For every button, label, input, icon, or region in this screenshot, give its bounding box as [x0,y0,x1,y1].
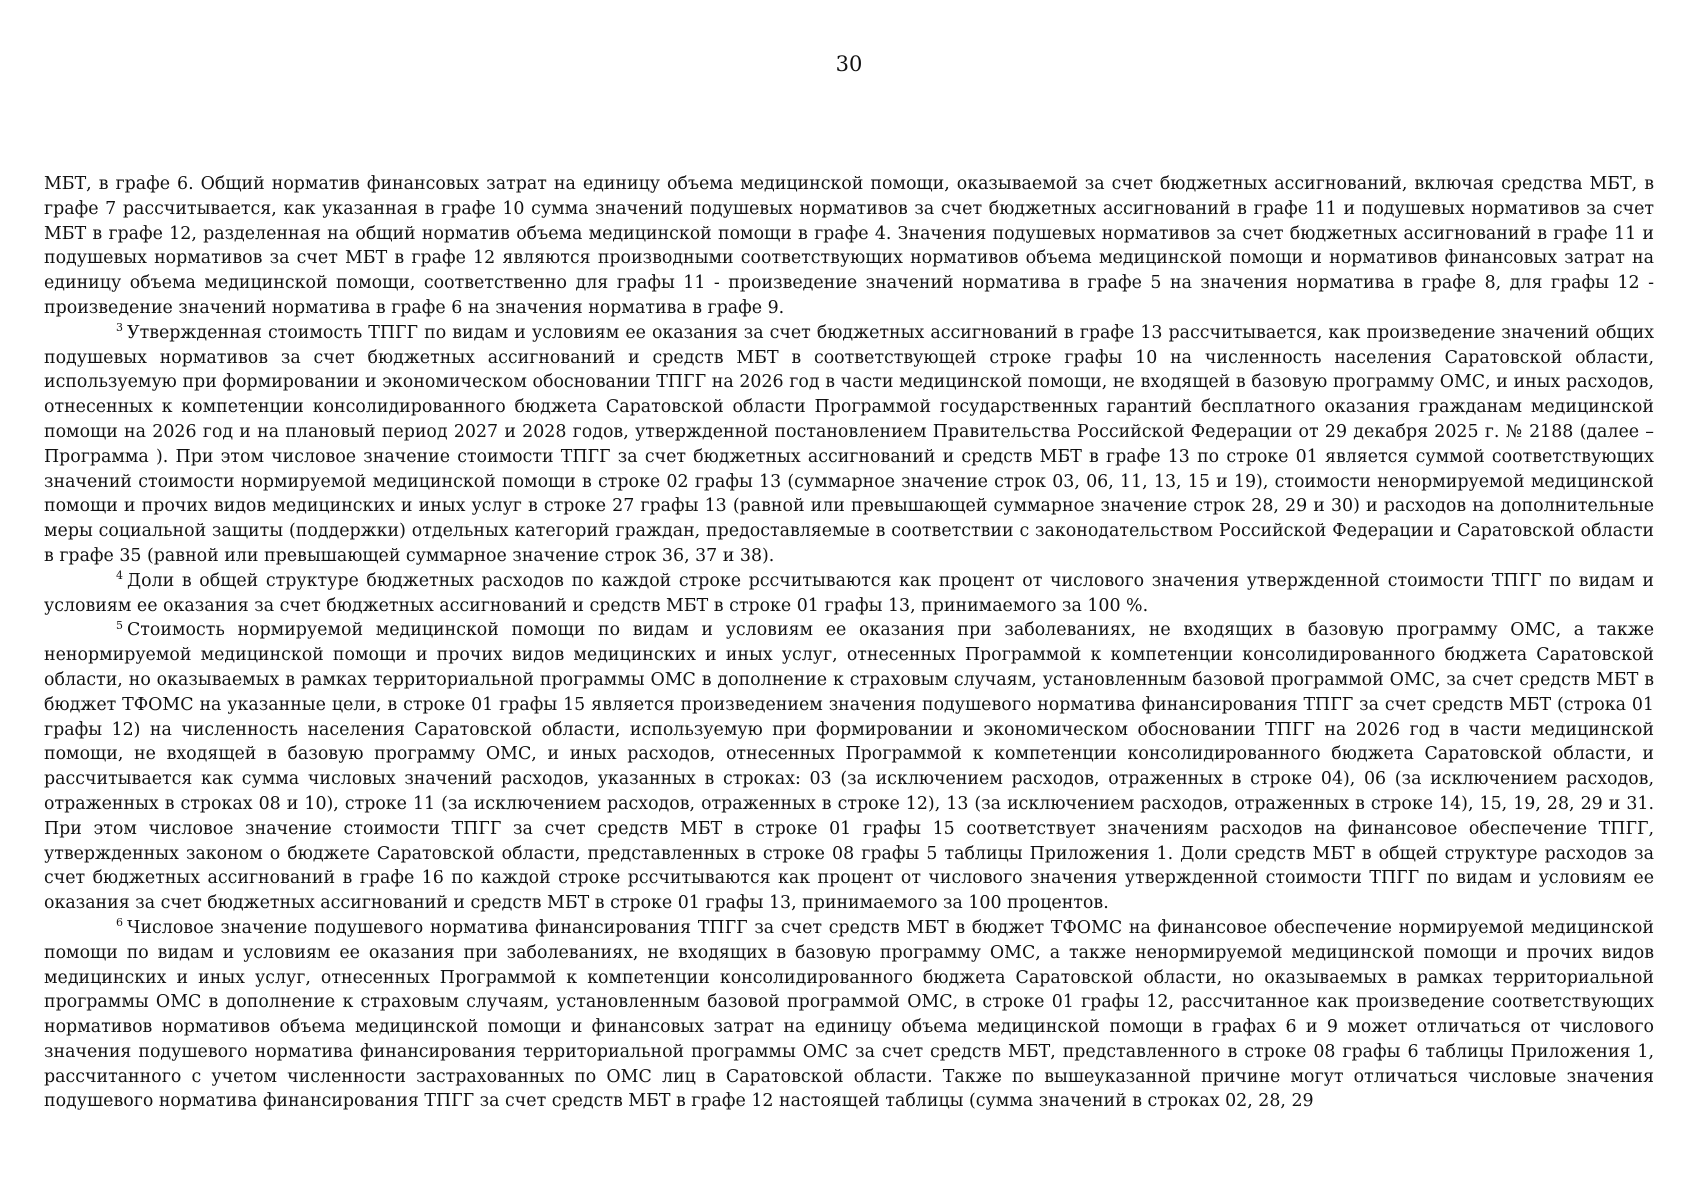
footnote-marker: 6 [116,916,123,930]
footnote-4-paragraph [44,569,1654,619]
footnote-marker: 4 [116,568,123,582]
paragraph-text: Стоимость нормируемой медицинской помощи по видам и условиям ее оказания при заболеваниях, не входящих в базовую программу ОМС, а также ненормируемой медицинской помощи и прочих видов медицинских и иных услуг, отнесенных Программой к компетенции консолидированного бюджета Саратовской области, но оказываемых в рамках территориальной программы ОМС в дополнение к страховым случаям, установленным базовой программой ОМС, за счет средств МБТ в бюджет ТФОМС на указанные цели, в строке 01 графы 15 является произведением значения подушевого норматива финансирования ТПГГ за счет средств МБТ (строка 01 графы 12) на численность населения Саратовской области, используемую при формировании и экономическом обосновании ТПГГ на 2026 год в части медицинской помощи, не входящей в базовую программу ОМС, и иных расходов, отнесенных Программой к компетенции консолидированного бюджета Саратовской области, и рассчитывается как сумма числовых значений расходов, указанных в строках: 03 (за исключением расходов, отраженных в строке 04), 06 (за исключением расходов, отраженных в строках 08 и 10), строке 11 (за исключением расходов, отраженных в строке 12), 13 (за исключением расходов, отраженных в строке 14), 15, 19, 28, 29 и 31. При этом числовое значение стоимости ТПГГ за счет средств МБТ в строке 01 графы 15 соответствует значениям расходов на финансовое обеспечение ТПГГ, утвержденных законом о бюджете Саратовской области, представленных в строке 08 графы 5 таблицы Приложения 1. Доли средств МБТ в общей структуре расходов за счет бюджетных ассигнований в графе 16 по каждой строке рссчитываются как процент от числового значения утвержденной стоимости ТПГГ по видам и условиям ее оказания за счет бюджетных ассигнований и средств МБТ в строке 01 графы 13, принимаемого за 100 процентов. [44,620,1654,914]
footnote-5-paragraph [44,618,1654,916]
paragraph-text: Утвержденная стоимость ТПГГ по видам и условиям ее оказания за счет бюджетных ассигнований в графе 13 рассчитывается, как произведение значений общих подушевых нормативов за счет бюджетных ассигнований и средств МБТ в соответствующей строке графы 10 на численность населения Саратовской области, используемую при формировании и экономическом обосновании ТПГГ на 2026 год в части медицинской помощи, не входящей в базовую программу ОМС, и иных расходов, отнесенных к компетенции консолидированного бюджета Саратовской области Программой государственных гарантий бесплатного оказания гражданам медицинской помощи на 2026 год и на плановый период 2027 и 2028 годов, утвержденной постановлением Правительства Российской Федерации от 29 декабря 2025 г. № 2188 (далее – Программа ). При этом числовое значение стоимости ТПГГ за счет бюджетных ассигнований и средств МБТ в графе 13 по строке 01 является суммой соответствующих значений стоимости нормируемой медицинской помощи в строке 02 графы 13 (суммарное значение строк 03, 06, 11, 13, 15 и 19), стоимости ненормируемой медицинской помощи и прочих видов медицинских и иных услуг в строке 27 графы 13 (равной или превышающей суммарное значение строк 28, 29 и 30) и расходов на дополнительные меры социальной защиты (поддержки) отдельных категорий граждан, предоставляемые в соответствии с законодательством Российской Федерации и Саратовской области в графе 35 (равной или превышающей суммарное значение строк 36, 37 и 38). [44,322,1654,566]
page-number: 30 [835,52,863,76]
body-text [44,172,1654,1114]
footnote-marker: 3 [116,320,123,334]
paragraph-text: Числовое значение подушевого норматива финансирования ТПГГ за счет средств МБТ в бюджет ТФОМС на финансовое обеспечение нормируемой медицинской помощи по видам и условиям ее оказания при заболеваниях, не входящих в базовую программу ОМС, а также ненормируемой медицинской помощи и прочих видов медицинских и иных услуг, отнесенных Программой к компетенции консолидированного бюджета Саратовской области, но оказываемых в рамках территориальной программы ОМС в дополнение к страховым случаям, установленным базовой программой ОМС, в строке 01 графы 12, рассчитанное как произведение соответствующих нормативов нормативов объема медицинской помощи и финансовых затрат на единицу объема медицинской помощи в графах 6 и 9 может отличаться от числового значения подушевого норматива финансирования территориальной программы ОМС за счет средств МБТ, представленного в строке 08 графы 6 таблицы Приложения 1, рассчитанного с учетом численности застрахованных по ОМС лиц в Саратовской области. Также по вышеуказанной причине могут отличаться числовые значения подушевого норматива финансирования ТПГГ за счет средств МБТ в графе 12 настоящей таблицы (сумма значений в строках 02, 28, 29 [44,917,1654,1112]
footnote-marker: 5 [116,618,123,632]
paragraph-text: МБТ, в графе 6. Общий норматив финансовых затрат на единицу объема медицинской помощи, оказываемой за счет бюджетных ассигнований, включая средства МБТ, в графе 7 рассчитывается, как указанная в графе 10 сумма значений подушевых нормативов за счет бюджетных ассигнований в графе 11 и подушевых нормативов за счет МБТ в графе 12, разделенная на общий норматив объема медицинской помощи в графе 4. Значения подушевых нормативов за счет бюджетных ассигнований в графе 11 и подушевых нормативов за счет МБТ в графе 12 являются производными соответствующих нормативов объема медицинской помощи и нормативов финансовых затрат на единицу объема медицинской помощи, соответственно для графы 11 - произведение значений норматива в графе 5 на значения норматива в графе 8, для графы 12 - произведение значений норматива в графе 6 на значения норматива в графе 9. [44,174,1654,318]
paragraph-text: Доли в общей структуре бюджетных расходов по каждой строке рссчитываются как процент от числового значения утвержденной стоимости ТПГГ по видам и условиям ее оказания за счет бюджетных ассигнований и средств МБТ в строке 01 графы 13, принимаемого за 100 %. [44,570,1654,616]
paragraph-continuation [44,172,1654,321]
footnote-6-paragraph [44,916,1654,1114]
footnote-3-paragraph [44,321,1654,569]
